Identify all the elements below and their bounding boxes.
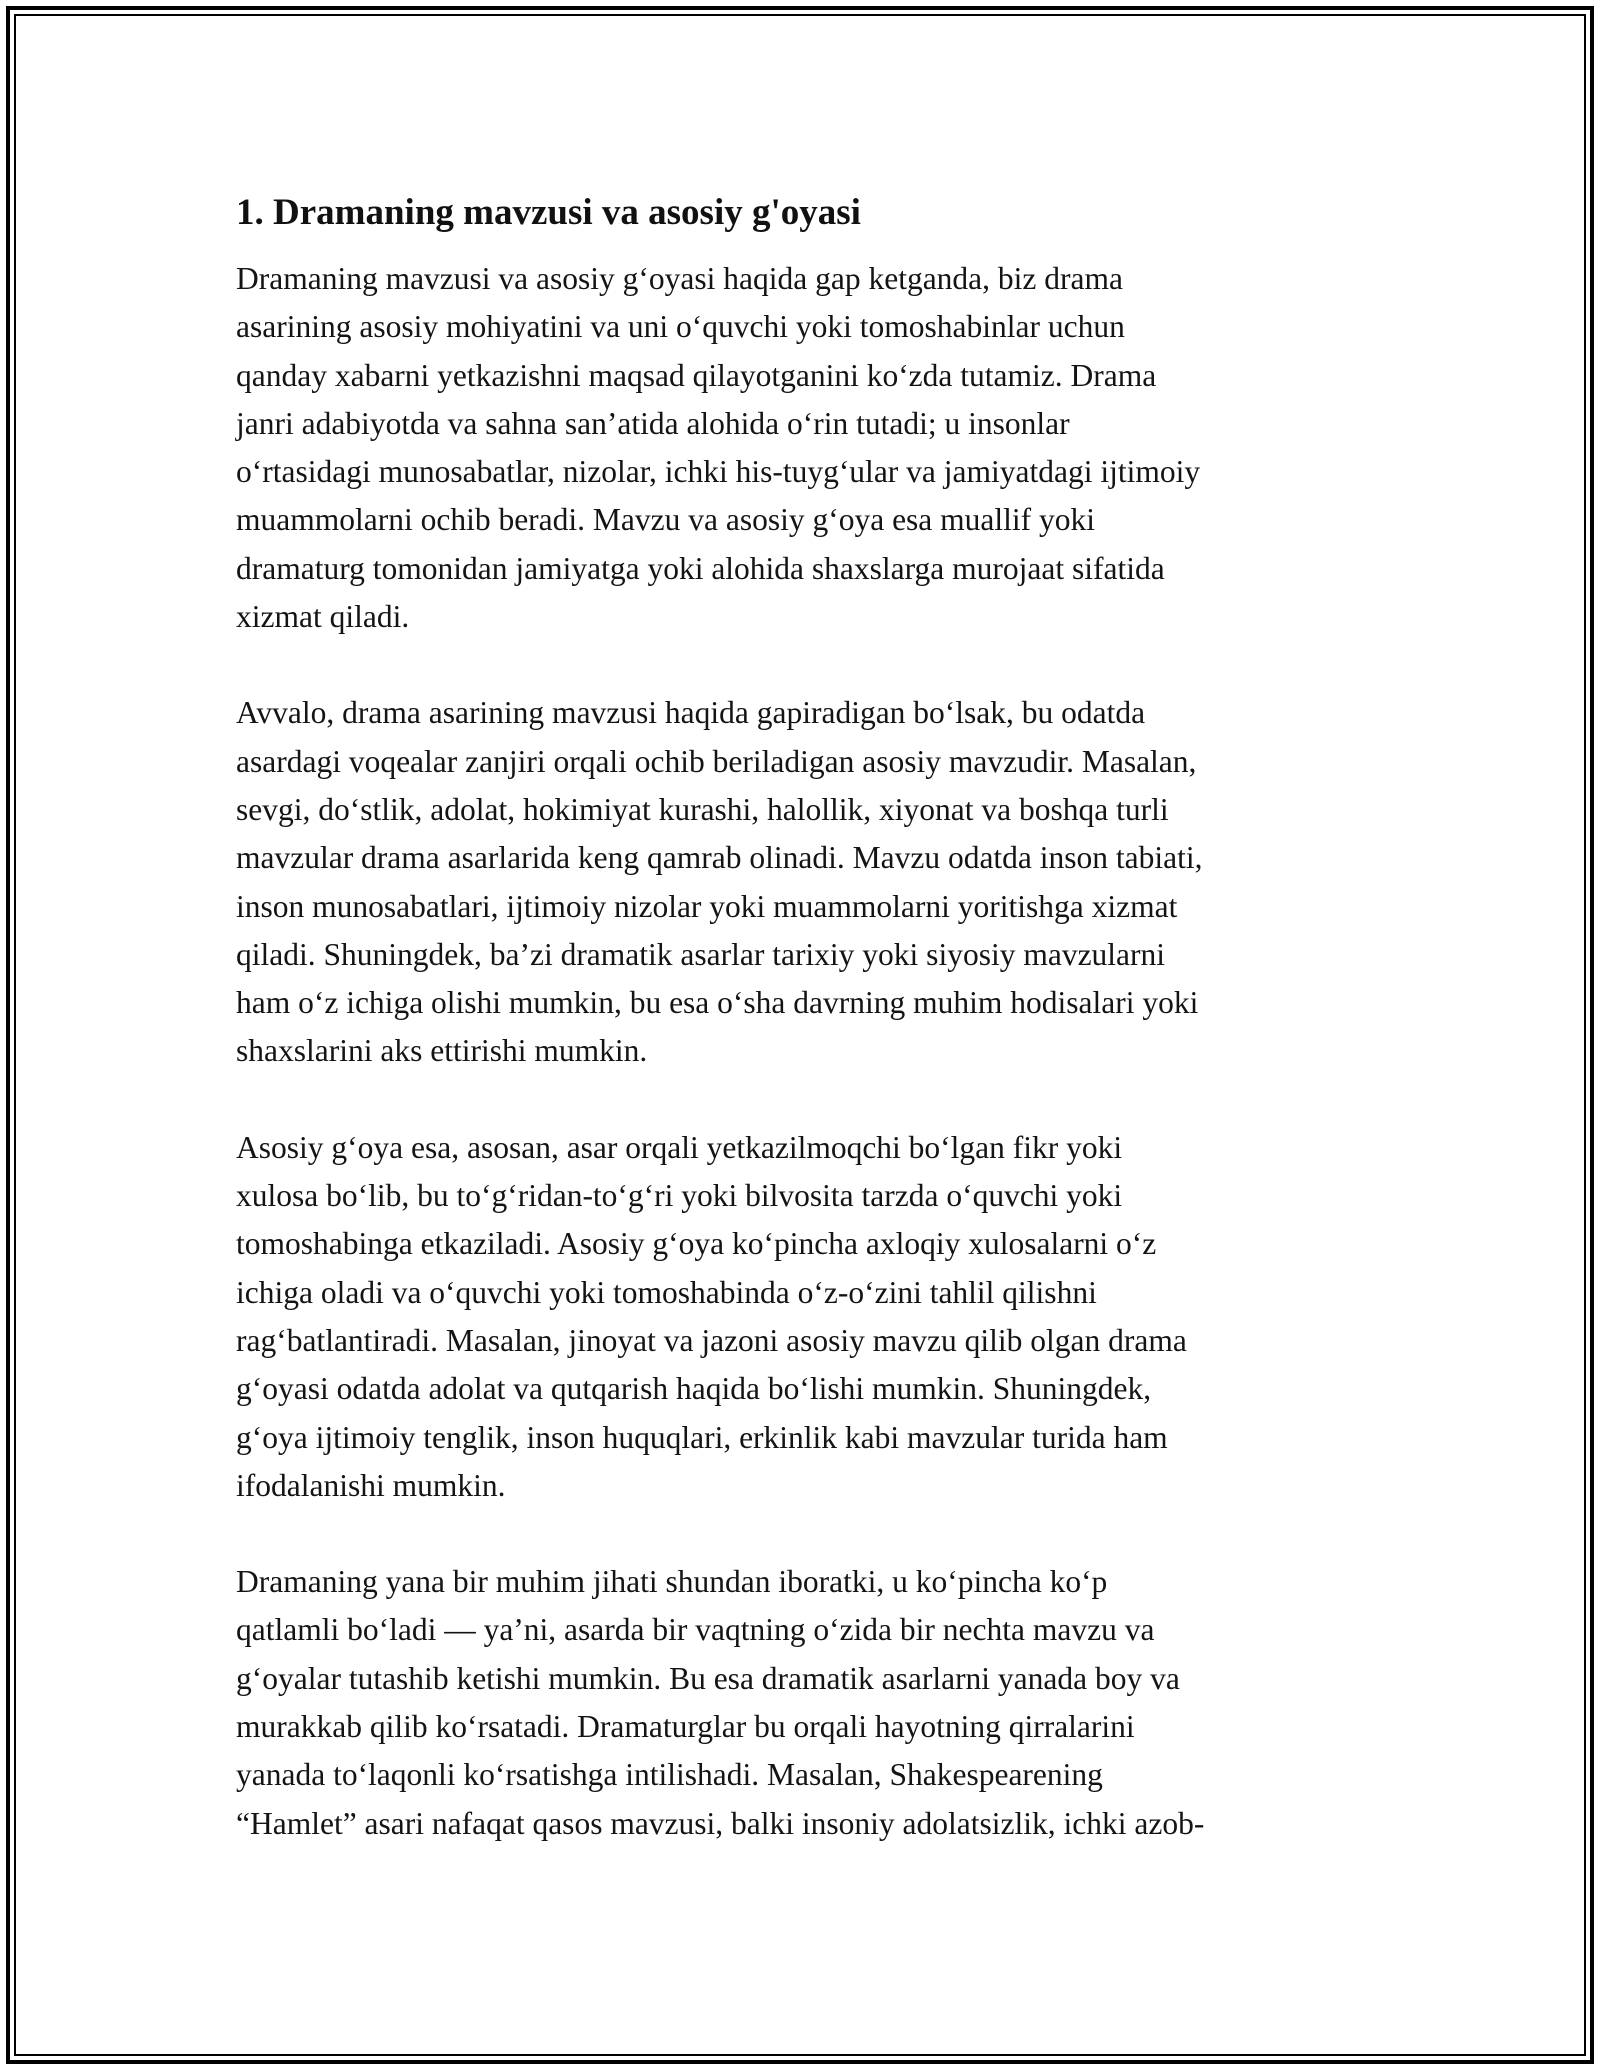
section-heading: 1. Dramaning mavzusi va asosiy g'oyasi <box>236 192 861 233</box>
paragraph-line: murakkab qilib ko‘rsatadi. Dramaturglar bu orqali hayotning qirralarini <box>236 1709 1135 1745</box>
paragraph-line: qanday xabarni yetkazishni maqsad qilayotganini ko‘zda tutamiz. Drama <box>236 357 1157 393</box>
paragraph-line: o‘rtasidagi munosabatlar, nizolar, ichki his-tuyg‘ular va jamiyatdagi ijtimoiy <box>236 454 1201 490</box>
paragraph-line: asardagi voqealar zanjiri orqali ochib beriladigan asosiy mavzudir. Masalan, <box>236 743 1197 779</box>
paragraph-line: mavzular drama asarlarida keng qamrab olinadi. Mavzu odatda inson tabiati, <box>236 840 1203 876</box>
paragraph <box>236 1124 1366 1510</box>
document-body <box>236 185 1366 1896</box>
paragraph-line: g‘oya ijtimoiy tenglik, inson huquqlari, erkinlik kabi mavzular turida ham <box>236 1419 1168 1455</box>
paragraph-line: g‘oyalar tutashib ketishi mumkin. Bu esa dramatik asarlarni yanada boy va <box>236 1660 1180 1696</box>
paragraph-line: qiladi. Shuningdek, ba’zi dramatik asarlar tarixiy yoki siyosiy mavzularni <box>236 936 1166 972</box>
paragraph-line: qatlamli bo‘ladi — ya’ni, asarda bir vaqtning o‘zida bir nechta mavzu va <box>236 1612 1155 1648</box>
paragraph <box>236 689 1366 1075</box>
paragraph-line: Asosiy g‘oya esa, asosan, asar orqali yetkazilmoqchi bo‘lgan fikr yoki <box>236 1129 1123 1165</box>
paragraph-line: xizmat qiladi. <box>236 599 410 635</box>
paragraph-line: janri adabiyotda va sahna san’atida alohida o‘rin tutadi; u insonlar <box>236 405 1070 441</box>
paragraph-line: dramaturg tomonidan jamiyatga yoki alohida shaxslarga murojaat sifatida <box>236 550 1165 586</box>
paragraph-line: muammolarni ochib beradi. Mavzu va asosiy g‘oya esa muallif yoki <box>236 502 1096 538</box>
paragraph-line: xulosa bo‘lib, bu to‘g‘ridan-to‘g‘ri yoki bilvosita tarzda o‘quvchi yoki <box>236 1178 1123 1214</box>
paragraph <box>236 255 1366 641</box>
paragraph <box>236 1558 1366 1848</box>
paragraph-line: tomoshabinga etkaziladi. Asosiy g‘oya ko‘pincha axloqiy xulosalarni o‘z <box>236 1226 1157 1262</box>
paragraph-line: Dramaning yana bir muhim jihati shundan iboratki, u ko‘pincha ko‘p <box>236 1564 1108 1600</box>
paragraph-container <box>236 255 1366 1848</box>
paragraph-line: rag‘batlantiradi. Masalan, jinoyat va jazoni asosiy mavzu qilib olgan drama <box>236 1322 1187 1358</box>
paragraph-line: inson munosabatlari, ijtimoiy nizolar yoki muammolarni yoritishga xizmat <box>236 888 1178 924</box>
paragraph-line: Dramaning mavzusi va asosiy g‘oyasi haqida gap ketganda, biz drama <box>236 261 1123 296</box>
paragraph-line: sevgi, do‘stlik, adolat, hokimiyat kurashi, halollik, xiyonat va boshqa turli <box>236 791 1169 827</box>
paragraph-line: asarining asosiy mohiyatini va uni o‘quvchi yoki tomoshabinlar uchun <box>236 309 1125 345</box>
paragraph-line: Avvalo, drama asarining mavzusi haqida gapiradigan bo‘lsak, bu odatda <box>236 695 1146 731</box>
paragraph-line: yanada to‘laqonli ko‘rsatishga intilishadi. Masalan, Shakespearening <box>236 1757 1103 1793</box>
paragraph-line: g‘oyasi odatda adolat va qutqarish haqida bo‘lishi mumkin. Shuningdek, <box>236 1371 1152 1407</box>
paragraph-line: “Hamlet” asari nafaqat qasos mavzusi, balki insoniy adolatsizlik, ichki azob- <box>236 1805 1205 1841</box>
paragraph-line: ham o‘z ichiga olishi mumkin, bu esa o‘sha davrning muhim hodisalari yoki <box>236 985 1199 1021</box>
paragraph-line: ichiga oladi va o‘quvchi yoki tomoshabinda o‘z-o‘zini tahlil qilishni <box>236 1274 1097 1310</box>
paragraph-line: shaxslarini aks ettirishi mumkin. <box>236 1033 648 1069</box>
paragraph-line: ifodalanishi mumkin. <box>236 1467 506 1503</box>
